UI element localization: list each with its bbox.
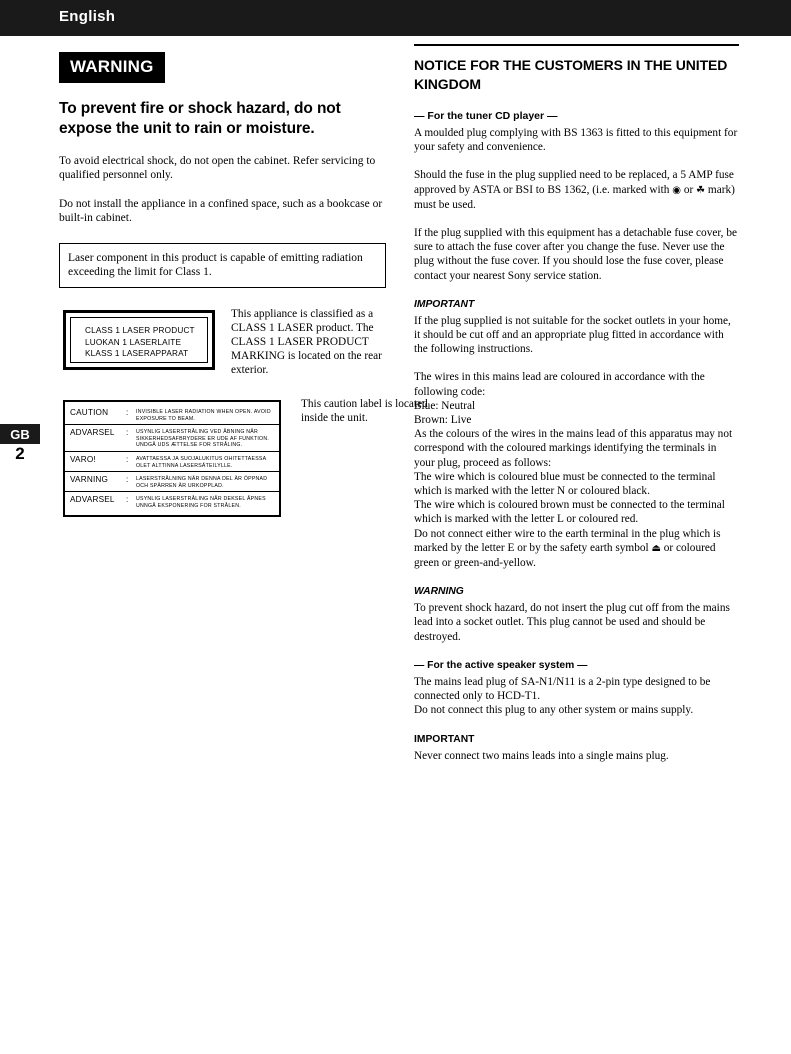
uk-notice-heading: NOTICE FOR THE CUSTOMERS IN THE UNITED KINGDOM — [414, 57, 728, 92]
class1-laser-label-figure — [59, 310, 386, 380]
class1-laser-label-inner — [70, 317, 208, 363]
caution-row — [65, 472, 279, 492]
earth-text-a: Do not connect either wire to the earth terminal in the plug which is marked by the letter E or by the safety earth symbol — [414, 527, 721, 554]
caution-label — [63, 400, 281, 517]
caution-text: USYNLIG LASERSTRÅLING NÅR DEKSEL ÅPNES UNNGÅ EKSPONERING FOR STRÅLEN. — [136, 496, 266, 509]
caution-colon: : — [126, 495, 129, 505]
language-title: English — [59, 8, 116, 25]
language-header-bar — [0, 0, 791, 36]
bsi-kitemark-icon: ☘ — [696, 184, 706, 196]
caution-row — [65, 425, 279, 452]
page-number: 2 — [15, 444, 25, 463]
warning-paragraph-1: To avoid electrical shock, do not open the cabinet. Refer servicing to qualified personnel only. — [59, 155, 376, 181]
warning-paragraph-right: To prevent shock hazard, do not insert the plug cut off from the mains lead into a socket outlet. This plug cannot be used and should be destroyed. — [414, 602, 730, 643]
left-column — [59, 52, 428, 510]
warning-badge: WARNING — [59, 52, 165, 83]
caution-language: VARO! — [70, 454, 96, 464]
important-paragraph-1: If the plug supplied is not suitable for the socket outlets in your home, it should be cut off and an appropriate plug fitted in accordance with the following instructions. — [414, 314, 731, 356]
region-tab: GB — [0, 424, 40, 444]
wire-blue: Blue: Neutral — [414, 399, 476, 412]
caution-colon: : — [126, 454, 129, 464]
caution-label-caption: This caution label is located inside the unit. — [301, 398, 428, 424]
caution-text: LASERSTRÅLNING NÄR DENNA DEL ÄR ÖPPNAD OCH SPÄRREN ÄR URKOPPLAD. — [136, 476, 268, 489]
caution-text: INVISIBLE LASER RADIATION WHEN OPEN. AVOID EXPOSURE TO BEAM. — [136, 409, 271, 422]
fuse-text-c: mark) must be used. — [414, 183, 735, 211]
caution-row — [65, 405, 279, 425]
caution-text: AVATTAESSA JA SUOJALUKITUS OHITETTAESSA OLET ALTTINNA LASERSÄTEILYLLE. — [136, 455, 267, 469]
caution-language: VARNING — [70, 475, 109, 485]
caution-language: ADVARSEL — [70, 428, 115, 438]
caution-language: ADVARSEL — [70, 495, 115, 505]
tuner-subheading: — For the tuner CD player — — [414, 110, 558, 122]
class1-laser-label-caption: This appliance is classified as a CLASS 1 LASER product. The CLASS 1 LASER PRODUCT MARKING is located on the rear exterior. — [231, 308, 382, 376]
right-column — [414, 44, 739, 763]
speaker-paragraph-2: Do not connect this plug to any other system or mains supply. — [414, 704, 694, 717]
laser-radiation-notice-box: Laser component in this product is capable of emitting radiation exceeding the limit for Class 1. — [59, 243, 386, 288]
important-heading-1: IMPORTANT — [414, 298, 475, 310]
caution-label-figure — [59, 398, 428, 510]
warning-heading-right: WARNING — [414, 586, 464, 598]
wiring-paragraph-2: As the colours of the wires in the mains lead of this apparatus may not correspond with the coloured markings identifying the terminals in your plug, proceed as follows: — [414, 428, 733, 469]
caution-colon: : — [126, 408, 129, 417]
fuse-text-a: Should the fuse in the plug supplied need to be replaced, a 5 AMP fuse approved by ASTA or BSI to BS 1362, (i.e. marked with — [414, 169, 734, 196]
caution-colon: : — [126, 475, 129, 485]
earth-symbol-icon: ⏏ — [651, 542, 661, 554]
speaker-subheading: — For the active speaker system — — [414, 659, 588, 671]
wiring-paragraph-3: The wire which is coloured blue must be connected to the terminal which is marked with the letter N or coloured black. — [414, 470, 716, 498]
wire-brown: Brown: Live — [414, 414, 472, 427]
warning-heading: To prevent fire or shock hazard, do not expose the unit to rain or moisture. — [59, 100, 341, 137]
section-divider — [414, 44, 739, 46]
important-paragraph-2: Never connect two mains leads into a single mains plug. — [414, 749, 669, 762]
important-heading-2: IMPORTANT — [414, 733, 475, 745]
wiring-paragraph-1: The wires in this mains lead are coloured in accordance with the following code: — [414, 371, 705, 398]
speaker-paragraph-1: The mains lead plug of SA-N1/N11 is a 2-pin type designed to be connected only to HCD-T1. — [414, 675, 711, 703]
wiring-paragraph-4: The wire which is coloured brown must be connected to the terminal which is marked with the letter L or coloured red. — [414, 499, 725, 526]
laser-label-line-3: KLASS 1 LASERAPPARAT — [85, 349, 189, 358]
tuner-paragraph-1: A moulded plug complying with BS 1363 is fitted to this equipment for your safety and convenience. — [414, 127, 738, 154]
caution-text: USYNLIG LASERSTRÅLING VED ÅBNING NÅR SIKKERHEDSAFBRYDERE ER UDE AF FUNKTION. UNDGÅ UDS ÆTTELSE FOR STRÅLING. — [136, 429, 270, 449]
tuner-paragraph-3: If the plug supplied with this equipment has a detachable fuse cover, be sure to attach the fuse cover after you change the fuse. Never use the plug without the fuse cover. If you should lose the fuse cover, please contact your nearest Sony service station. — [414, 227, 737, 282]
fuse-text-b: or — [683, 183, 694, 196]
laser-label-line-1: CLASS 1 LASER PRODUCT — [85, 326, 195, 335]
earth-text-b: or coloured green or green-and-yellow. — [414, 541, 716, 570]
laser-label-line-2: LUOKAN 1 LASERLAITE — [85, 337, 182, 347]
warning-paragraph-2: Do not install the appliance in a confined space, such as a bookcase or built-in cabinet. — [59, 198, 383, 224]
caution-row — [65, 492, 279, 511]
asta-mark-icon: ◉ — [672, 184, 682, 196]
wiring-paragraph-5 — [414, 527, 739, 571]
class1-laser-label — [63, 310, 215, 370]
caution-language: CAUTION — [70, 408, 109, 417]
caution-row — [65, 452, 279, 472]
tuner-paragraph-2 — [414, 168, 739, 212]
caution-colon: : — [126, 428, 129, 438]
